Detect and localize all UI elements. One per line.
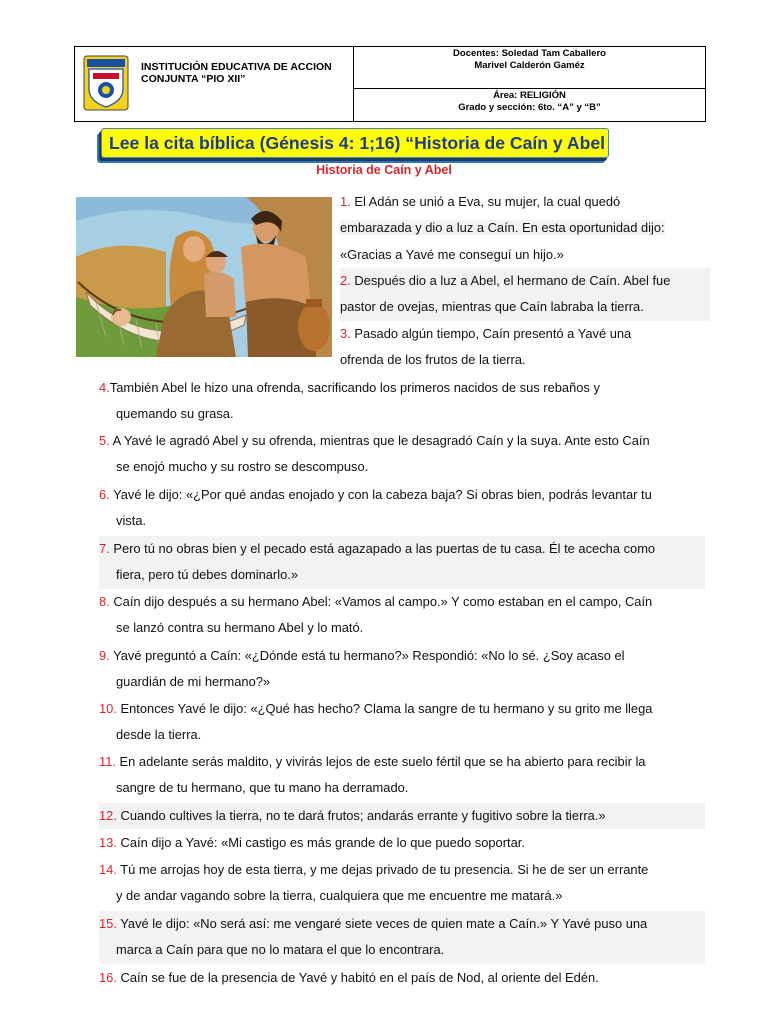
verse-number: 9. — [99, 648, 110, 663]
institution-name — [141, 61, 351, 85]
verse-11 — [99, 749, 705, 802]
school-header — [74, 46, 706, 122]
verse-text: se enojó mucho y su rostro se descompuso. — [116, 459, 369, 475]
verse-text: Pero tú no obras bien y el pecado está agazapado a las puertas de tu casa. Él te acecha como — [109, 541, 656, 556]
teachers-cell — [354, 47, 705, 89]
verse-text: fiera, pero tú debes dominarlo.» — [116, 567, 299, 583]
verse-number: 7. — [99, 541, 110, 556]
teachers-line-2: Marivel Calderón Gaméz — [474, 59, 585, 71]
verse-16 — [99, 965, 705, 991]
verse-number: 3. — [340, 326, 351, 341]
verse-8 — [99, 589, 705, 642]
cain-abel-family-illustration — [76, 197, 332, 357]
verse-text: Yavé le dijo: «¿Por qué andas enojado y con la cabeza baja? Si obras bien, podrás levantar tu — [109, 487, 652, 502]
verse-1 — [340, 189, 710, 268]
verse-4 — [99, 375, 705, 428]
verse-14 — [99, 857, 705, 910]
verse-number: 14. — [99, 862, 117, 877]
verse-number: 10. — [99, 701, 117, 716]
verse-number: 16. — [99, 970, 117, 985]
verse-5 — [99, 428, 705, 481]
verse-text: Caín se fue de la presencia de Yavé y habitó en el país de Nod, al oriente del Edén. — [116, 970, 599, 985]
verse-10 — [99, 696, 705, 749]
verse-text: También Abel le hizo una ofrenda, sacrificando los primeros nacidos de sus rebaños y — [109, 380, 600, 395]
verse-text: «Gracias a Yavé me conseguí un hijo.» — [340, 246, 564, 262]
verse-13 — [99, 830, 705, 856]
school-crest-logo — [83, 55, 129, 111]
verse-number: 15. — [99, 916, 117, 931]
verse-number: 11. — [99, 754, 116, 769]
verse-7 — [99, 536, 705, 589]
verse-12 — [99, 803, 705, 829]
verse-number: 8. — [99, 594, 110, 609]
verse-text: Yavé le dijo: «No será así: me vengaré siete veces de quien mate a Caín.» Y Yavé puso una — [116, 916, 648, 931]
institution-line-2: CONJUNTA “PIO XII” — [141, 73, 246, 85]
verse-number: 12. — [99, 808, 117, 823]
verse-text: Caín dijo a Yavé: «Mi castigo es más grande de lo que puedo soportar. — [116, 835, 525, 850]
verse-6 — [99, 482, 705, 535]
institution-line-1: INSTITUCIÓN EDUCATIVA DE ACCION — [141, 61, 332, 73]
verse-text: El Adán se unió a Eva, su mujer, la cual quedó — [350, 194, 621, 209]
verse-text: Tú me arrojas hoy de esta tierra, y me dejas privado de tu presencia. Si he de ser un errante — [116, 862, 649, 877]
verse-text: Yavé preguntó a Caín: «¿Dónde está tu hermano?» Respondió: «No lo sé. ¿Soy acaso el — [109, 648, 625, 663]
grade-label: Grado y sección: 6to. “A” y “B” — [458, 101, 601, 113]
verse-9 — [99, 643, 705, 696]
verse-3 — [340, 321, 710, 374]
verse-text: y de andar vagando sobre la tierra, cualquiera que me encuentre me matará.» — [116, 888, 563, 904]
verse-2 — [340, 268, 710, 321]
verse-number: 13. — [99, 835, 117, 850]
verse-number: 2. — [340, 273, 351, 288]
area-cell — [354, 89, 705, 121]
verse-number: 4. — [99, 380, 110, 395]
verse-text: quemando su grasa. — [116, 406, 234, 422]
verse-text: guardián de mi hermano?» — [116, 674, 271, 690]
verse-text: sangre de tu hermano, que tu mano ha derramado. — [116, 780, 409, 796]
verse-number: 6. — [99, 487, 110, 502]
verse-15 — [99, 911, 705, 964]
verse-number: 1. — [340, 194, 351, 209]
verse-text: Pasado algún tiempo, Caín presentó a Yavé una — [350, 326, 632, 341]
teachers-line-1: Docentes: Soledad Tam Caballero — [453, 48, 606, 59]
verse-text: pastor de ovejas, mientras que Caín labraba la tierra. — [340, 299, 644, 315]
area-label: Área: RELIGIÓN — [493, 90, 566, 101]
verse-text: vista. — [116, 513, 147, 529]
verse-number: 5. — [99, 433, 110, 448]
verse-text: Después dio a luz a Abel, el hermano de Caín. Abel fue — [350, 273, 671, 288]
instruction-banner: Lee la cita bíblica (Génesis 4: 1;16) “Historia de Caín y Abel — [101, 128, 609, 158]
verse-text: En adelante serás maldito, y vivirás lejos de este suelo fértil que se ha abierto para recibir la — [115, 754, 646, 769]
verse-text: A Yavé le agradó Abel y su ofrenda, mientras que le desagradó Caín y la suya. Ante esto Caín — [109, 433, 650, 448]
verse-text: se lanzó contra su hermano Abel y lo mató. — [116, 620, 364, 636]
verse-text: embarazada y dio a luz a Caín. En esta oportunidad dijo: — [340, 220, 665, 236]
verse-text: marca a Caín para que no lo matara el que lo encontrara. — [116, 942, 445, 958]
verse-text: desde la tierra. — [116, 727, 202, 743]
verse-text: Cuando cultives la tierra, no te dará frutos; andarás errante y fugitivo sobre la tierra.» — [116, 808, 606, 823]
verse-text: Entonces Yavé le dijo: «¿Qué has hecho? Clama la sangre de tu hermano y su grito me llega — [116, 701, 653, 716]
institution-cell — [75, 47, 354, 121]
verse-text: Caín dijo después a su hermano Abel: «Vamos al campo.» Y como estaban en el campo, Caín — [109, 594, 653, 609]
story-title: Historia de Caín y Abel — [316, 163, 452, 177]
verse-text: ofrenda de los frutos de la tierra. — [340, 352, 526, 368]
